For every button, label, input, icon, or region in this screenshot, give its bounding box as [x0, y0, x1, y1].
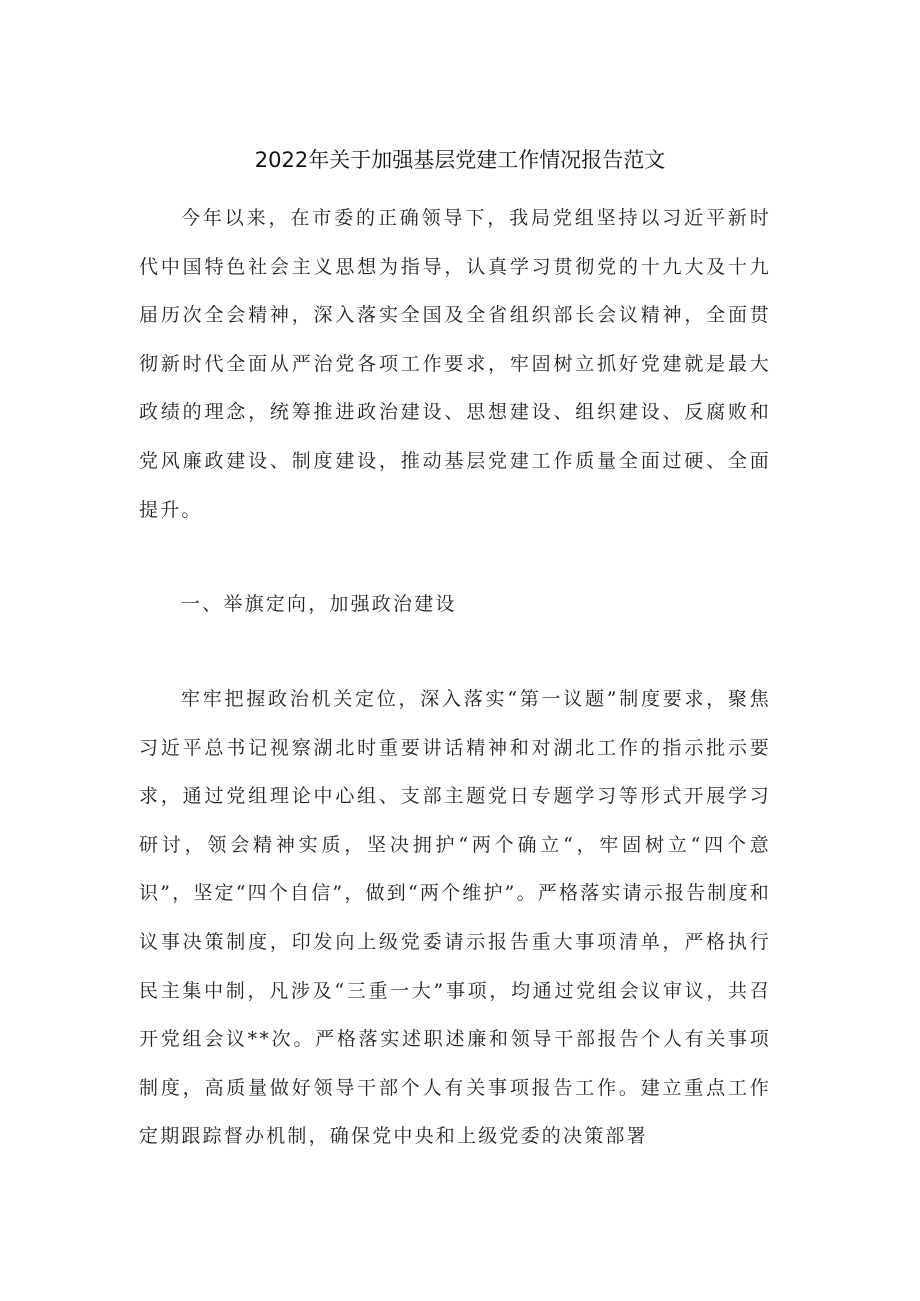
section-heading: 一、举旗定向，加强政治建设: [181, 593, 457, 615]
section-paragraph: 牢牢把握政治机关定位，深入落实“第一议题”制度要求，聚焦习近平总书记视察湖北时重要讲话精神和对湖北工作的指示批示要求，通过党组理论中心组、支部主题党日专题学习等形式开展学习研讨，领会精神实质，坚决拥护“两个确立“，牢固树立“四个意识”，坚定“四个自信”，做到“两个维护”。严格落实请示报告制度和议事决策制度，印发向上级党委请示报告重大事项清单，严格执行民主集中制，凡涉及“三重一大”事项，均通过党组会议审议，共召开党组会议**次。严格落实述职述廉和领导干部报告个人有关事项制度，高质量做好领导干部个人有关事项报告工作。建立重点工作定期跟踪督办机制，确保党中央和上级党委的决策部署: [139, 688, 771, 1148]
document-title: 2022年关于加强基层党建工作情况报告范文: [254, 148, 666, 172]
intro-paragraph: 今年以来，在市委的正确领导下，我局党组坚持以习近平新时代中国特色社会主义思想为指导，认真学习贯彻党的十九大及十九届历次全会精神，深入落实全国及全省组织部长会议精神，全面贯彻新时代全面从严治党各项工作要求，牢固树立抓好党建就是最大政绩的理念，统筹推进政治建设、思想建设、组织建设、反腐败和党风廉政建设、制度建设，推动基层党建工作质量全面过硬、全面提升。: [139, 207, 771, 521]
